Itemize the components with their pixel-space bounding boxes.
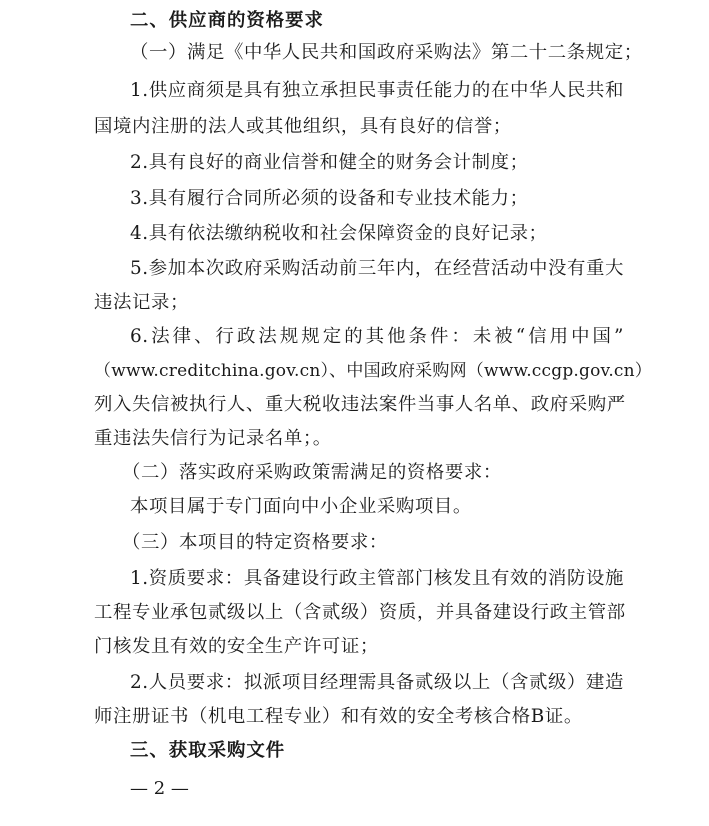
paragraph-req1-line3: 门核发且有效的安全生产许可证； (94, 636, 379, 657)
sub-heading-2: （二）落实政府采购政策需满足的资格要求： (122, 462, 502, 483)
paragraph-item6-line2: （www.creditchina.gov.cn）、中国政府采购网（www.ccgp.gov.cn） (94, 361, 652, 381)
paragraph-sme-procurement: 本项目属于专门面向中小企业采购项目。 (130, 496, 472, 517)
sub-heading-3: （三）本项目的特定资格要求： (122, 532, 388, 553)
paragraph-req2-line1: 2.人员要求：拟派项目经理需具备贰级以上（含贰级）建造 (130, 672, 624, 693)
paragraph-item5-line1: 5.参加本次政府采购活动前三年内，在经营活动中没有重大 (130, 258, 624, 279)
section-heading-supplier-qualifications: 二、供应商的资格要求 (130, 10, 324, 31)
paragraph-item1-line2: 国境内注册的法人或其他组织，具有良好的信誉； (94, 116, 512, 137)
paragraph-item5-line2: 违法记录； (94, 292, 189, 313)
paragraph-req1-line1: 1.资质要求：具备建设行政主管部门核发且有效的消防设施 (130, 568, 624, 589)
paragraph-item3: 3.具有履行合同所必须的设备和专业技术能力； (130, 188, 529, 209)
sub-heading-1: （一）满足《中华人民共和国政府采购法》第二十二条规定； (130, 42, 643, 63)
paragraph-item4: 4.具有依法缴纳税收和社会保障资金的良好记录； (130, 223, 548, 244)
page-number: — 2 — (130, 778, 189, 799)
paragraph-req1-line2: 工程专业承包贰级以上（含贰级）资质，并具备建设行政主管部 (94, 602, 626, 623)
paragraph-item2: 2.具有良好的商业信誉和健全的财务会计制度； (130, 152, 529, 173)
paragraph-item6-line1: 6.法律、行政法规规定的其他条件：未被“信用中国” (130, 326, 624, 347)
section-heading-obtain-documents: 三、获取采购文件 (130, 740, 286, 761)
paragraph-item6-line3: 列入失信被执行人、重大税收违法案件当事人名单、政府采购严 (94, 394, 626, 415)
paragraph-item1-line1: 1.供应商须是具有独立承担民事责任能力的在中华人民共和 (130, 80, 624, 101)
paragraph-req2-line2: 师注册证书（机电工程专业）和有效的安全考核合格B证。 (94, 706, 583, 727)
paragraph-item6-line4: 重违法失信行为记录名单；。 (94, 428, 332, 449)
